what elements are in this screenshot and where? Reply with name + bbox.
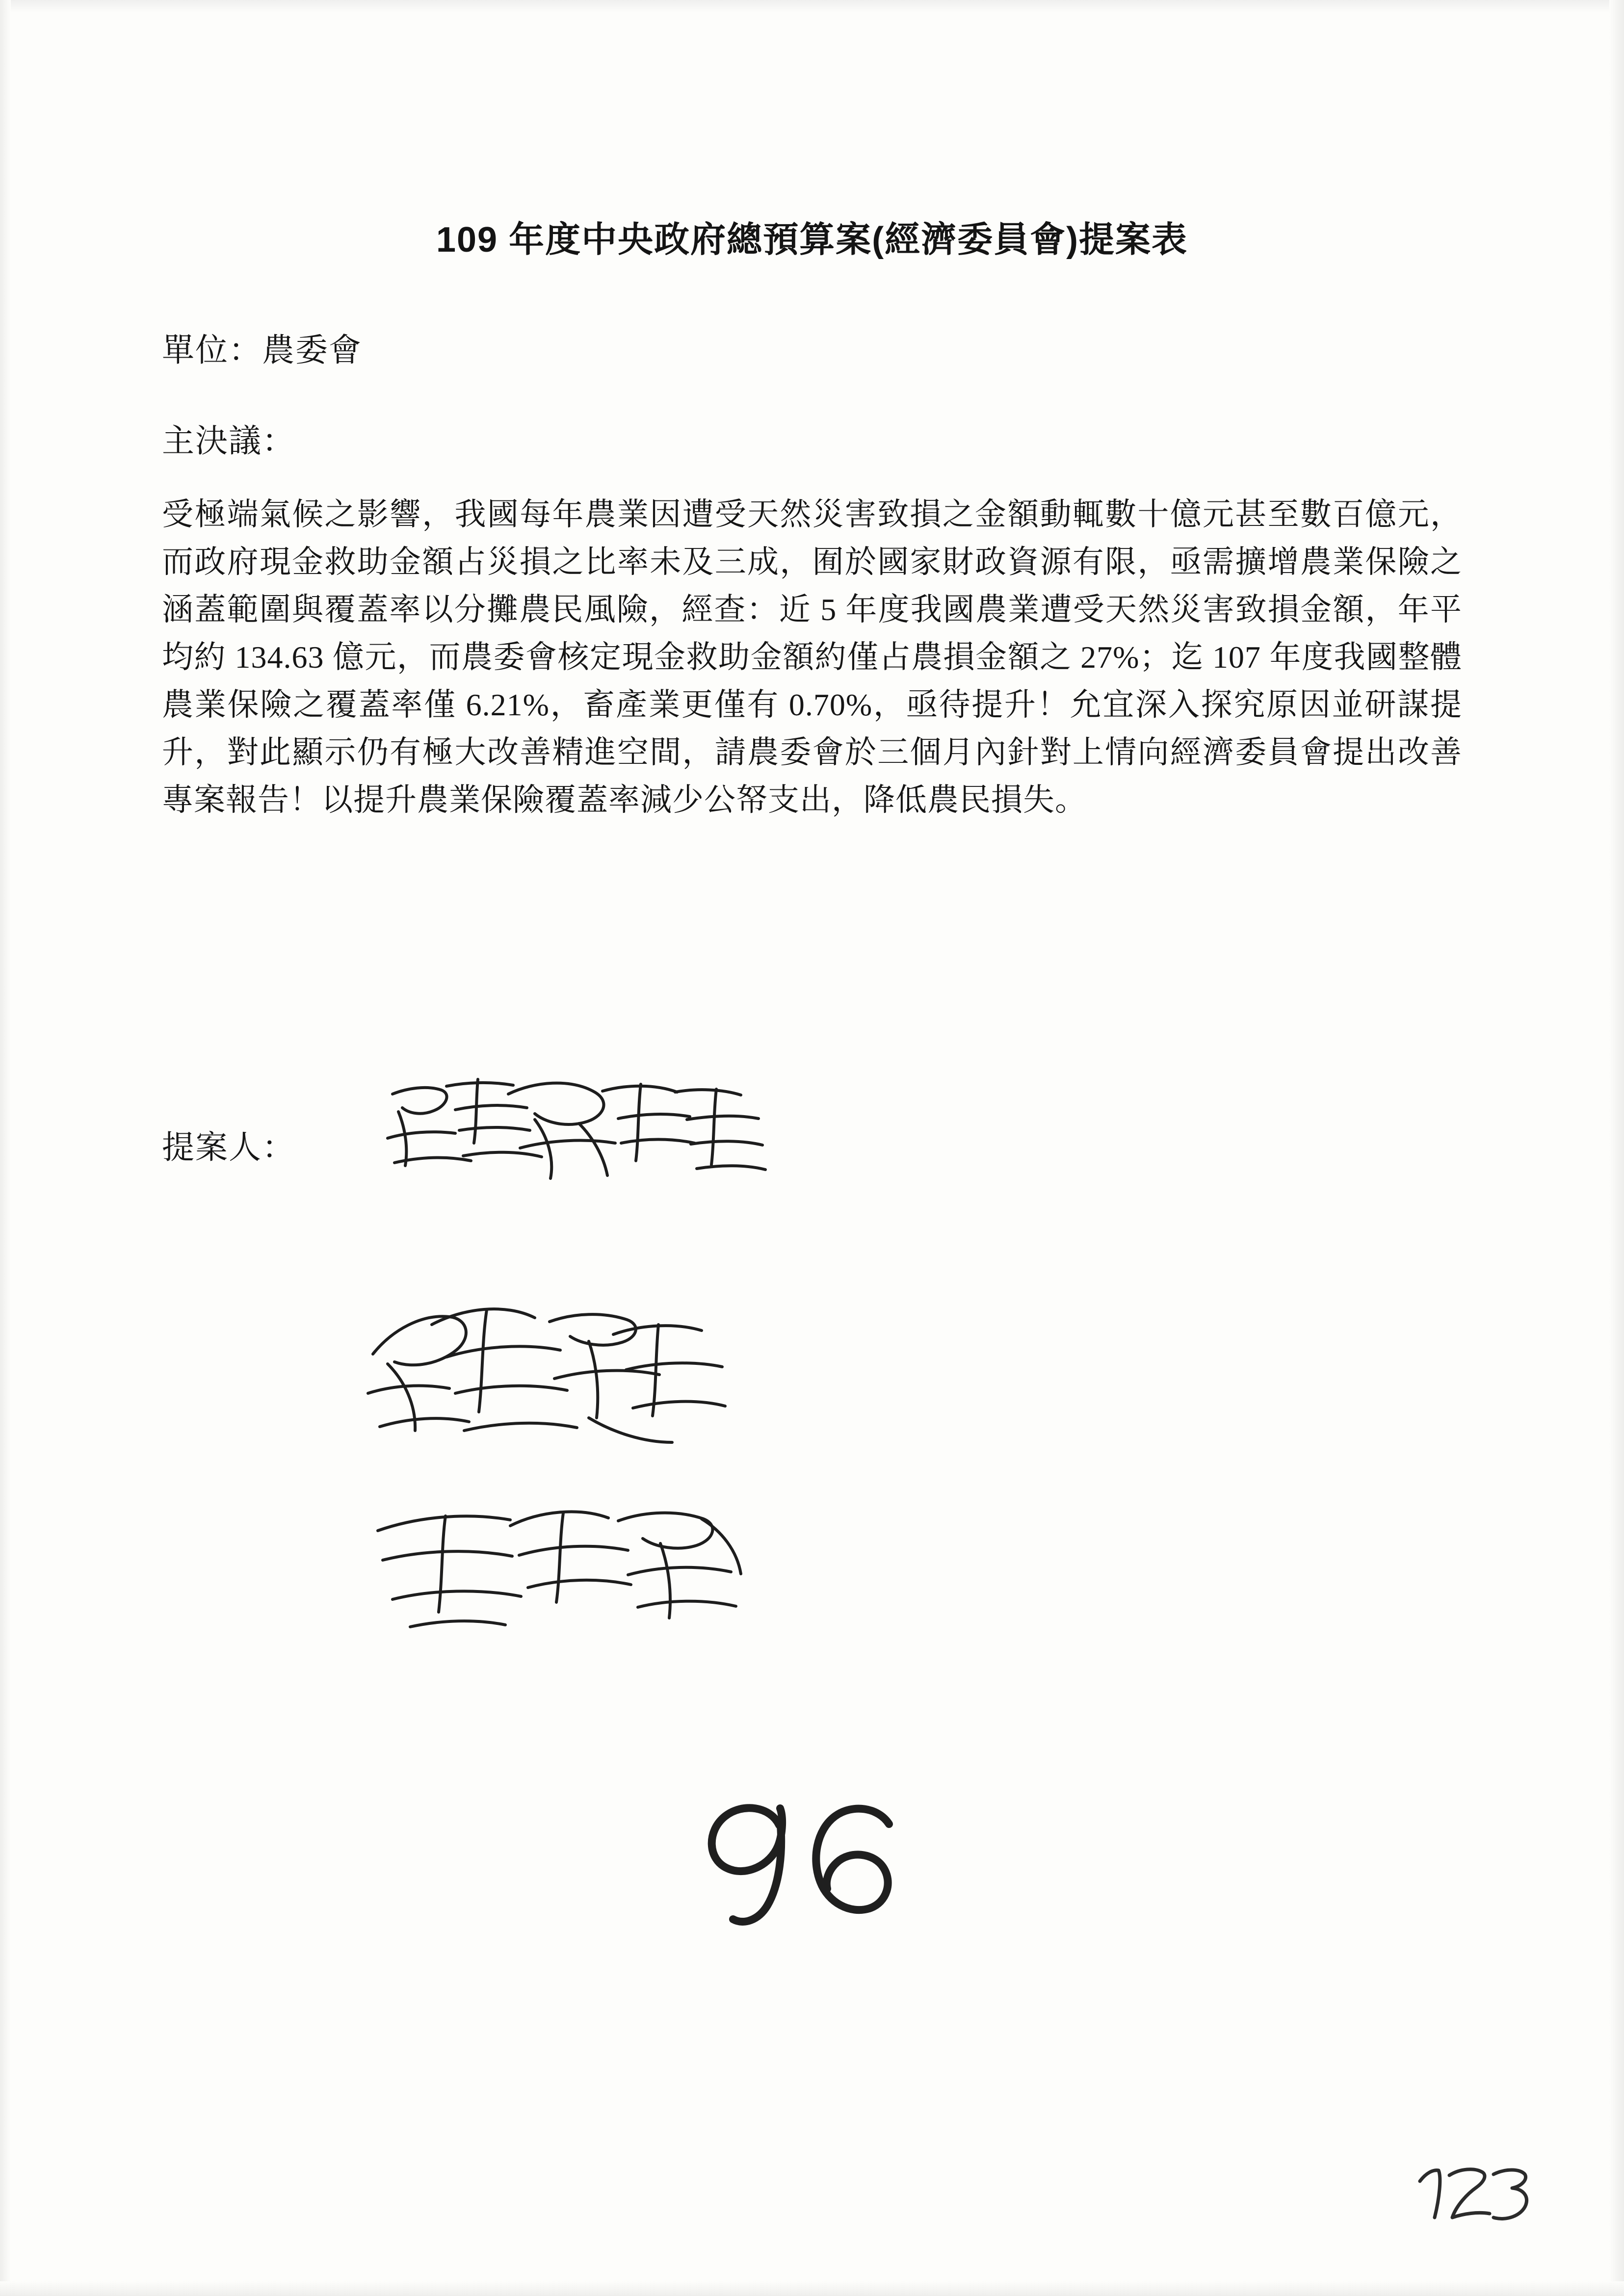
handwritten-page-number — [697, 1791, 903, 1933]
scan-edge-right — [1609, 0, 1624, 2296]
resolution-label: 主決議： — [162, 423, 295, 459]
resolution-body-text: 受極端氣候之影響，我國每年農業因遭受天然災害致損之金額動輒數十億元甚至數百億元，而政府現金救助金額占災損之比率未及三成，囿於國家財政資源有限，亟需擴增農業保險之涵蓋範圍與覆蓋率以分攤農民風險，經查：近 5 年度我國農業遭受天然災害致損金額，年平均約 134.63 億元，而農委會核定現金救助金額約僅占農損金額之 27%；迄 107 年度我國整體農業保險之覆蓋率僅 6.21%，畜產業更僅有 0.70%，亟待提升！允宜深入探究原因並研謀提升，對此顯示仍有極大改善精進空間，請農委會於三個月內針對上情向經濟委員會提出改善專案報告！以提升農業保險覆蓋率減少公帑支出，降低農民損失。 — [162, 497, 1462, 817]
page-title: 109 年度中央政府總預算案(經濟委員會)提案表 — [436, 220, 1188, 260]
proposer-label: 提案人： — [162, 1130, 295, 1166]
scan-edge-left — [0, 0, 11, 2296]
signature-second — [358, 1295, 731, 1462]
scan-edge-top — [0, 0, 1624, 13]
scan-edge-bottom — [0, 2281, 1624, 2296]
folio-number — [1413, 2159, 1531, 2232]
signature-third — [363, 1496, 751, 1644]
unit-line: 單位：農委會 — [162, 333, 362, 368]
proposer-row — [162, 1106, 1462, 1219]
